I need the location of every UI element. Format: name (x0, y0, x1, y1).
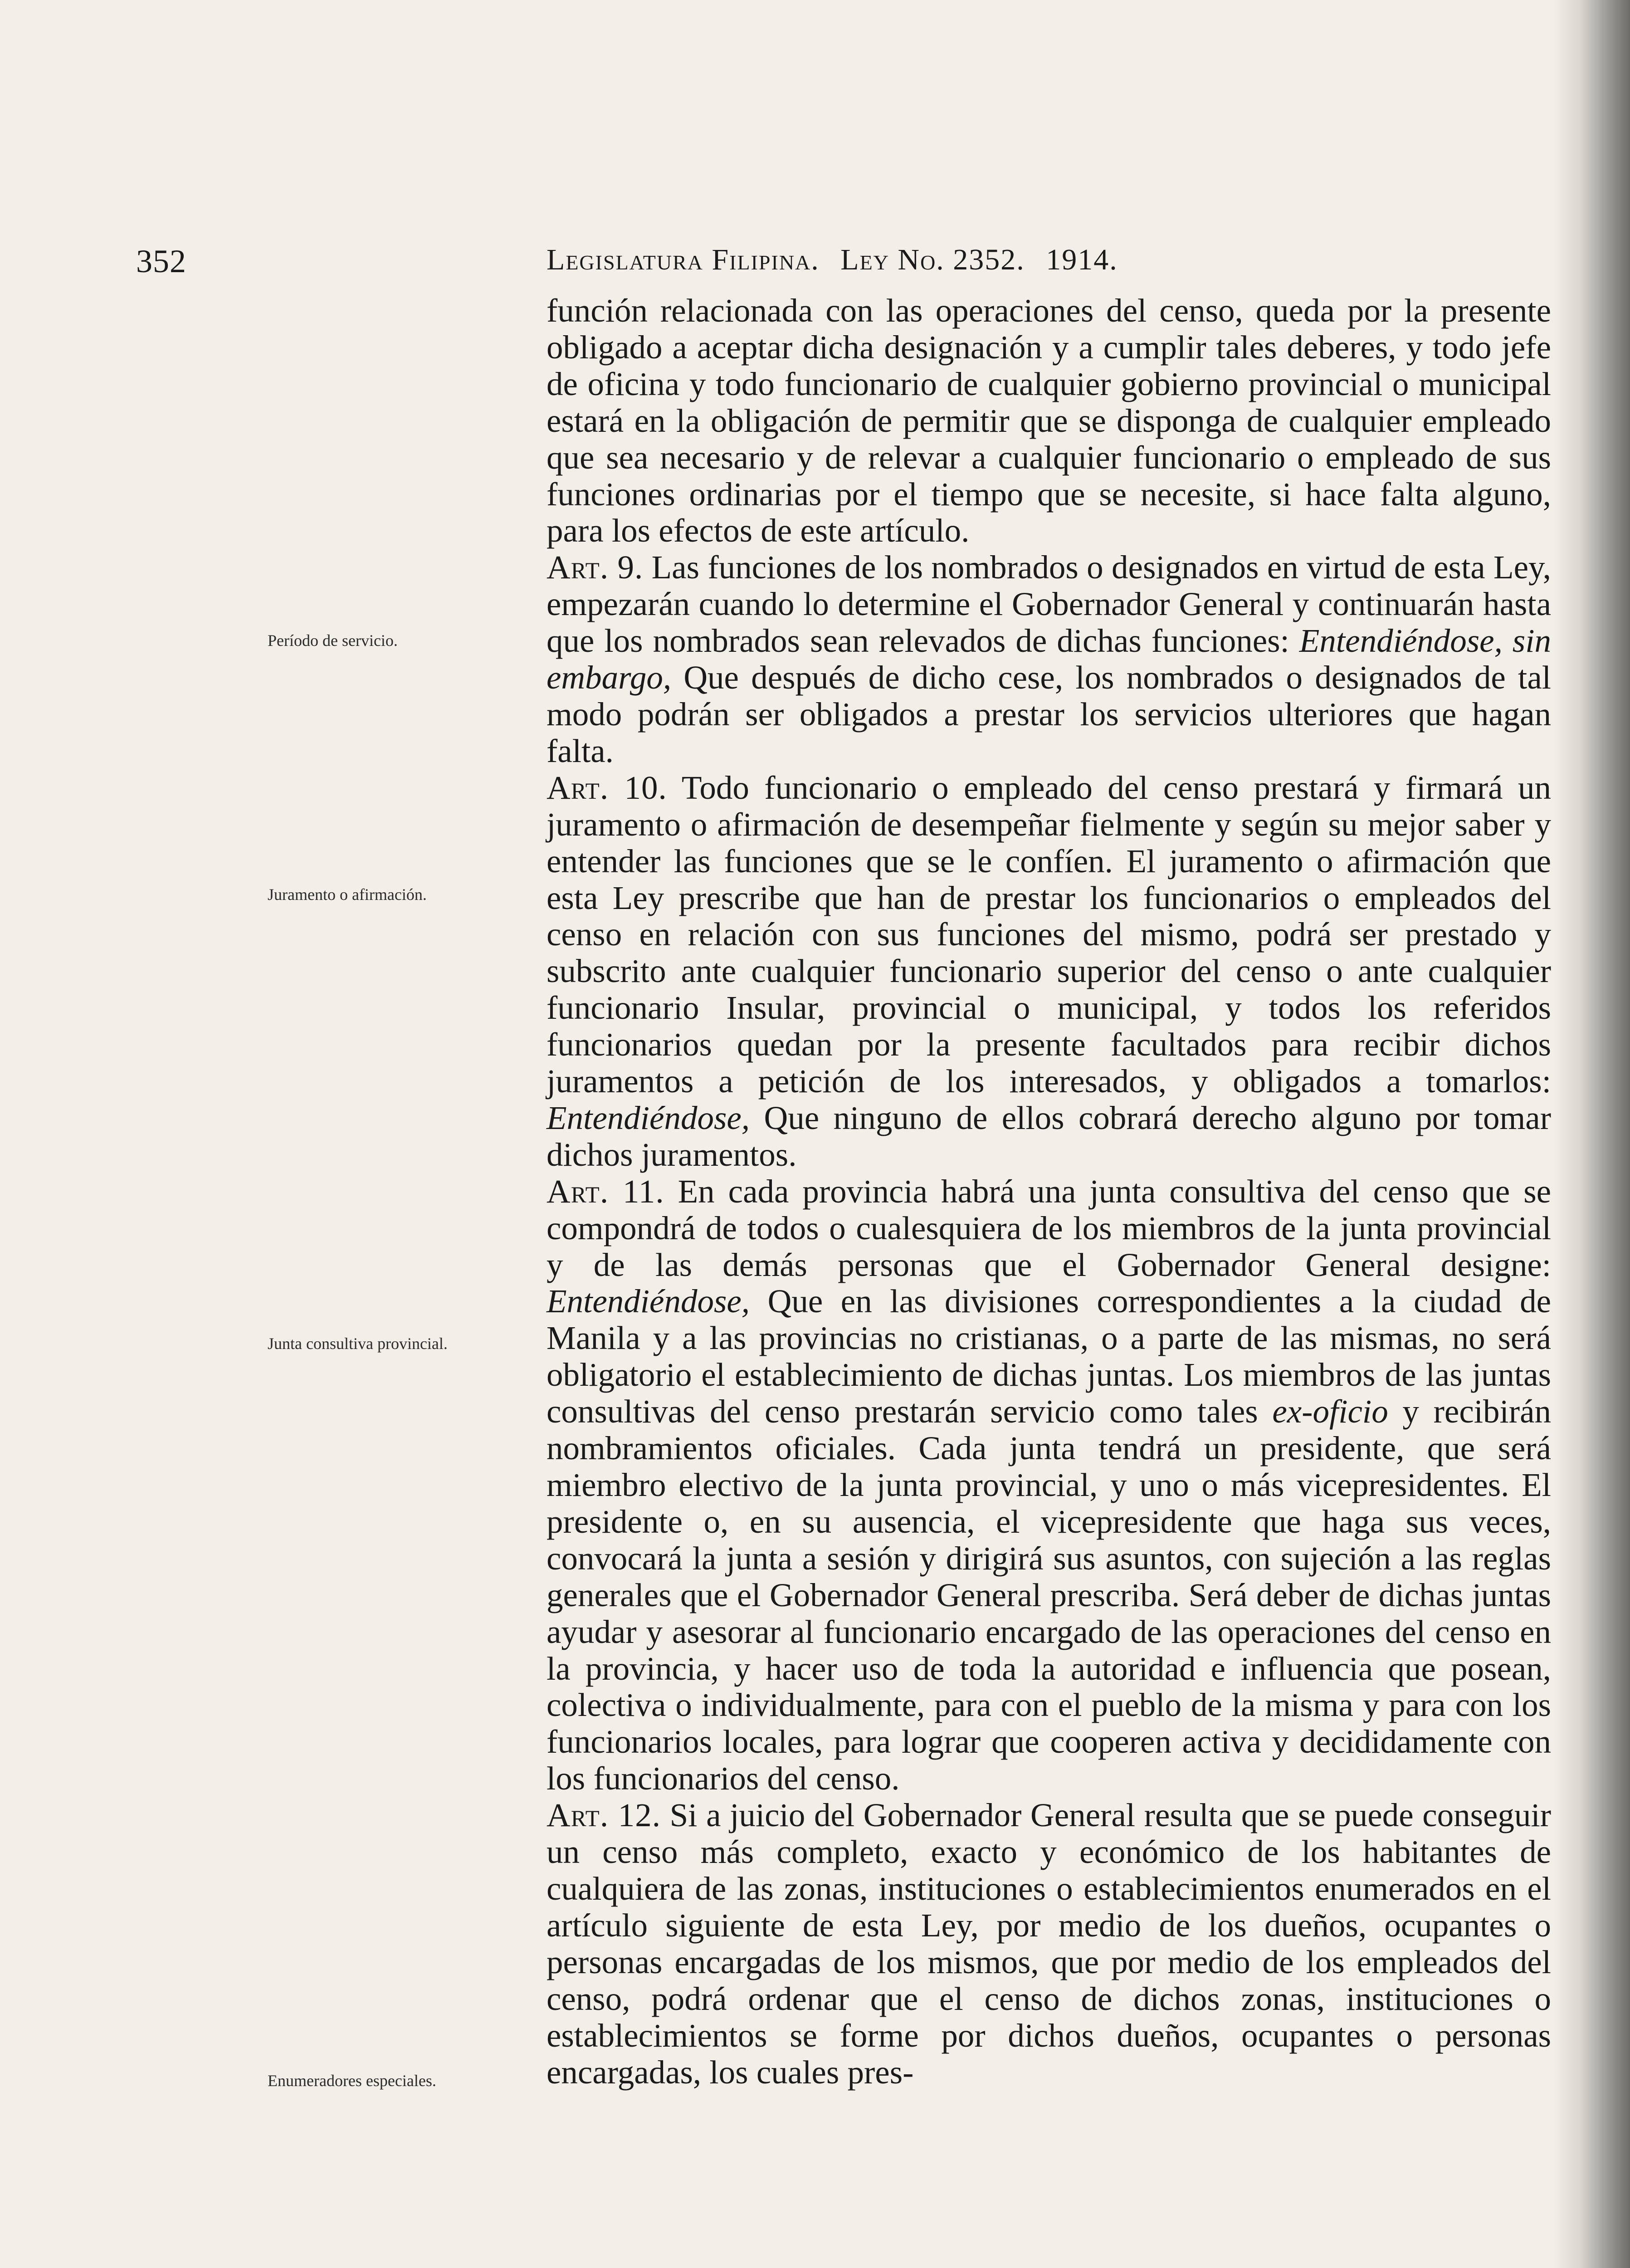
art-10-text-1: Todo funcionario o empleado del censo prestará y firmará un juramento o afirmación de desempeñar fielmente y según su mejor saber y entender las funciones que se le confíen. El juramento o afirmación que esta Ley prescribe que han de prestar los funcionarios o empleados del censo en relación con sus funciones del mismo, podrá ser prestado y subscrito ante cualquier funcionario superior del censo o ante cualquier funcionario Insular, provincial o municipal, y todos los referidos funcionarios quedan por la presente facultados para recibir dichos juramentos a petición de los interesados, y obligados a tomarlos: (547, 769, 1551, 1100)
margin-note-periodo: Período de servicio. (268, 631, 398, 650)
margin-note-juramento: Juramento o afirmación. (268, 885, 427, 904)
art-9-heading: Art. 9. (547, 549, 644, 586)
paragraph-art-9 (547, 549, 1551, 769)
running-head-title: Legislatura Filipina. (547, 243, 820, 276)
page-number: 352 (136, 243, 186, 279)
paragraph-art-12 (547, 1797, 1551, 2091)
art-10-text-2: Que ninguno de ellos cobrará derecho alguno por tomar dichos juramentos. (547, 1099, 1551, 1173)
art-11-text-2: Que en las divisiones correspondientes a la ciudad de Manila y a las provincias no cristianas, o a parte de las mismas, no será obligatorio el establecimiento de dichas juntas. Los miembros de las juntas consultivas del censo prestarán servicio como tales (547, 1283, 1551, 1430)
art-11-text-1: En cada provincia habrá una junta consultiva del censo que se compondrá de todos o cualesquiera de los miembros de la junta provincial y de las demás personas que el Gobernador General designe: (547, 1173, 1552, 1283)
body-text (547, 293, 1551, 2091)
running-head (547, 243, 1551, 277)
art-12-heading: Art. 12. (547, 1797, 661, 1834)
paragraph-continuation: función relacionada con las operaciones del censo, queda por la presente obligado a aceptar dicha designación y a cumplir tales deberes, y todo jefe de oficina y todo funcionario de cualquier gobierno provincial o municipal estará en la obligación de permitir que se disponga de cualquier empleado que sea necesario y de relevar a cualquier funcionario o empleado de sus funciones ordinarias por el tiempo que se necesite, si hace falta alguno, para los efectos de este artículo. (547, 292, 1551, 549)
art-11-italic-2: ex-oficio (1272, 1393, 1388, 1430)
paragraph-art-11 (547, 1173, 1551, 1797)
running-head-law: Ley No. 2352. (840, 243, 1025, 276)
art-11-italic: Entendiéndose, (547, 1283, 750, 1320)
margin-note-junta: Junta consultiva provincial. (268, 1334, 448, 1353)
art-11-text-3: y recibirán nombramientos oficiales. Cada junta tendrá un presidente, que será miembro electivo de la junta provincial, y uno o más vicepresidentes. El presidente o, en su ausencia, el vicepresidente que haga sus veces, convocará la junta a sesión y dirigirá sus asuntos, con sujeción a las reglas generales que el Gobernador General prescriba. Será deber de dichas juntas ayudar y asesorar al funcionario encargado de las operaciones del censo en la provincia, y hacer uso de toda la autoridad e influencia que posean, colectiva o individualmente, para con el pueblo de la misma y para con los funcionarios locales, para lograr que cooperen activa y decididamente con los funcionarios del censo. (547, 1393, 1551, 1797)
art-9-text-2: Que después de dicho cese, los nombrados o designados de tal modo podrán ser obligados a prestar los servicios ulteriores que hagan falta. (547, 659, 1551, 769)
art-12-text: Si a juicio del Gobernador General resulta que se puede conseguir un censo más completo, exacto y económico de los habitantes de cualquiera de las zonas, instituciones o establecimientos enumerados en el artículo siguiente de esta Ley, por medio de los dueños, ocupantes o personas encargadas de los mismos, que por medio de los empleados del censo, podrá ordenar que el censo de dichos zonas, instituciones o establecimientos se forme por dichos dueños, ocupantes o personas encargadas, los cuales pres- (547, 1797, 1552, 2091)
art-9-italic: Entendiéndose, sin embargo, (547, 622, 1551, 696)
art-9-text-1: Las funciones de los nombrados o designados en virtud de esta Ley, empezarán cuando lo determine el Gobernador General y continuarán hasta que los nombrados sean relevados de dichas funciones: (547, 549, 1552, 660)
margin-note-enumeradores: Enumeradores especiales. (268, 2072, 436, 2090)
art-10-italic: Entendiéndose, (547, 1099, 750, 1136)
page-edge-shadow (1553, 0, 1630, 2268)
running-head-year: 1914. (1046, 243, 1118, 276)
art-11-heading: Art. 11. (547, 1173, 664, 1210)
paragraph-art-10 (547, 770, 1551, 1173)
art-10-heading: Art. 10. (547, 769, 667, 806)
